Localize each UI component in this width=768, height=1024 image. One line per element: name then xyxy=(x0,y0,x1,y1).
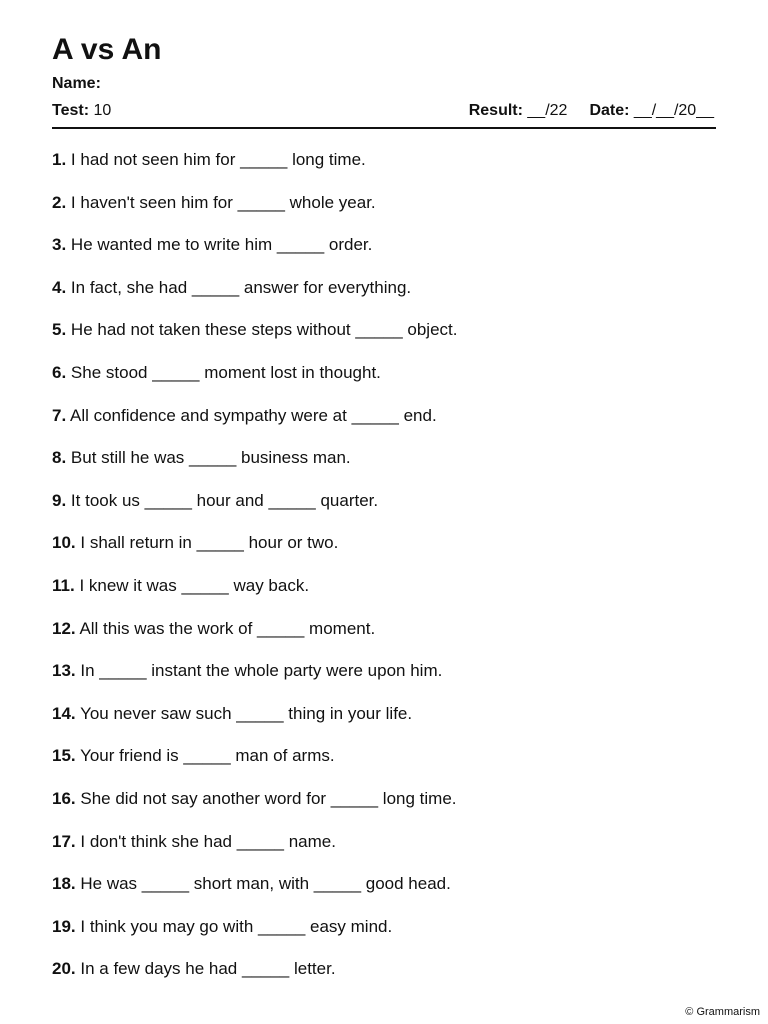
question-number: 2. xyxy=(52,192,67,212)
question-item xyxy=(52,276,457,319)
result-value: __/22 xyxy=(527,102,568,119)
result-date-group xyxy=(469,101,714,121)
question-number: 10. xyxy=(52,533,76,553)
question-number: 11. xyxy=(52,575,75,595)
question-item xyxy=(52,787,457,830)
question-item xyxy=(52,148,457,191)
date-label: Date: xyxy=(589,102,630,119)
question-text: Your friend is _____ man of arms. xyxy=(80,746,335,766)
name-label: Name: xyxy=(52,75,101,92)
question-number: 4. xyxy=(52,277,67,297)
test-info-row xyxy=(52,101,716,121)
question-item xyxy=(52,702,457,745)
page-title: A vs An xyxy=(52,33,162,66)
question-item xyxy=(52,361,457,404)
test-number: 10 xyxy=(93,102,112,119)
question-text: I knew it was _____ way back. xyxy=(79,575,310,595)
question-list xyxy=(52,148,457,1000)
question-number: 19. xyxy=(52,916,76,936)
question-item xyxy=(52,191,457,234)
question-number: 20. xyxy=(52,959,76,979)
question-text: He was _____ short man, with _____ good head. xyxy=(80,874,451,894)
question-text: But still he was _____ business man. xyxy=(70,448,351,468)
question-text: I don't think she had _____ name. xyxy=(80,831,336,851)
question-item xyxy=(52,830,457,873)
question-number: 12. xyxy=(52,618,76,638)
question-number: 9. xyxy=(52,490,67,510)
question-item xyxy=(52,957,457,1000)
question-item xyxy=(52,531,457,574)
question-item xyxy=(52,744,457,787)
name-field xyxy=(52,74,101,94)
question-text: In fact, she had _____ answer for everything. xyxy=(70,277,412,297)
question-number: 3. xyxy=(52,235,67,255)
question-text: I think you may go with _____ easy mind. xyxy=(80,916,393,936)
question-text: I shall return in _____ hour or two. xyxy=(80,533,339,553)
question-item xyxy=(52,404,457,447)
result-label: Result: xyxy=(468,102,523,119)
question-number: 13. xyxy=(52,661,76,681)
question-item xyxy=(52,574,457,617)
question-text: He wanted me to write him _____ order. xyxy=(70,235,373,255)
question-number: 15. xyxy=(52,746,76,766)
question-item xyxy=(52,446,457,489)
question-text: She stood _____ moment lost in thought. xyxy=(70,362,381,382)
question-text: In _____ instant the whole party were upon him. xyxy=(80,661,443,681)
question-text: It took us _____ hour and _____ quarter. xyxy=(70,490,379,510)
question-item xyxy=(52,318,457,361)
header-divider xyxy=(52,127,716,129)
question-number: 1. xyxy=(52,150,67,169)
question-text: All this was the work of _____ moment. xyxy=(79,618,376,638)
question-number: 6. xyxy=(52,362,67,382)
question-number: 14. xyxy=(52,703,76,723)
question-item xyxy=(52,233,457,276)
question-number: 8. xyxy=(52,448,67,468)
question-item xyxy=(52,872,457,915)
question-text: He had not taken these steps without _____ object. xyxy=(70,320,458,340)
question-item xyxy=(52,617,457,660)
date-value: __/__/20__ xyxy=(633,102,714,119)
question-number: 7. xyxy=(52,405,67,425)
question-text: I haven't seen him for _____ whole year. xyxy=(70,192,376,212)
question-item xyxy=(52,915,457,958)
question-text: All confidence and sympathy were at _____ end. xyxy=(69,405,437,425)
question-text: In a few days he had _____ letter. xyxy=(80,959,336,979)
question-item xyxy=(52,659,457,702)
question-text: She did not say another word for _____ long time. xyxy=(80,788,457,808)
question-number: 17. xyxy=(52,831,76,851)
question-text: You never saw such _____ thing in your life. xyxy=(80,703,413,723)
question-number: 5. xyxy=(52,320,67,340)
test-label: Test: xyxy=(52,102,90,119)
question-text: I had not seen him for _____ long time. xyxy=(70,150,366,169)
question-number: 18. xyxy=(52,874,76,894)
copyright-notice: © Grammarism xyxy=(685,1006,760,1018)
question-item xyxy=(52,489,457,532)
question-number: 16. xyxy=(52,788,76,808)
